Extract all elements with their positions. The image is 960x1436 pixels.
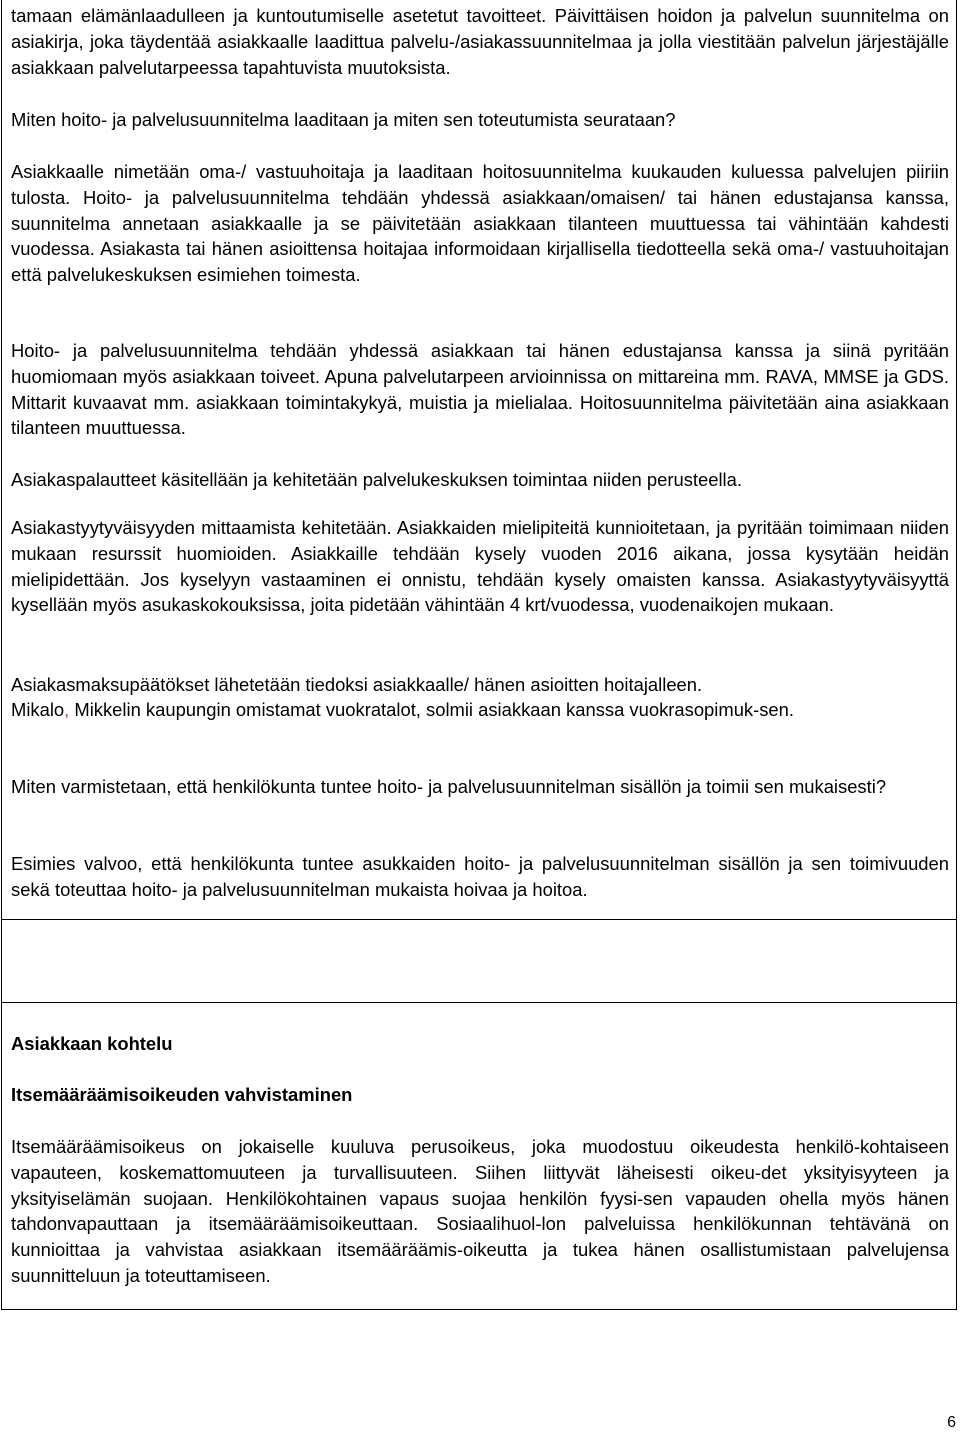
question-staff: Miten varmistetaan, että henkilökunta tuntee hoito- ja palvelusuunnitelman sisällön ja toimii sen mukaisesti?: [11, 776, 887, 797]
paragraph-plan: Asiakkaalle nimetään oma-/ vastuuhoitaja ja laaditaan hoitosuunnitelma kuukauden kuluessa palvelujen piiriin tulosta. Hoito- ja palvelusuunnitelma tehdään yhdessä asiakkaan/omaisen/ tai hänen edustajansa kanssa, suunnitelma annetaan asiakkaalle ja se päivitetään asiakkaan tilanteen muuttuessa tai vähintään kahdesti vuodessa. Asiakasta tai hänen asioittensa hoitajaa informoidaan kirjallisella tiedotteella sekä oma-/ vastuuhoitajan että palvelukeskuksen esimiehen toimesta.: [11, 161, 949, 286]
rent-lead: Mikalo: [11, 699, 65, 720]
paragraph-wishes: Hoito- ja palvelusuunnitelma tehdään yhdessä asiakkaan tai hänen edustajansa kanssa ja siinä pyritään huomiomaan myös asiakkaan toiveet. Apuna palvelutarpeen arvioinnissa on mittareina mm. RAVA, MMSE ja GDS. Mittarit kuvaavat mm. asiakkaan toimintakykyä, muistia ja mielialaa. Hoitosuunnitelma päivitetään aina asiakkaan tilanteen muuttuessa.: [11, 340, 949, 439]
empty-box: [1, 919, 957, 1003]
paragraph-autonomy: Itsemääräämisoikeus on jokaiselle kuuluva perusoikeus, joka muodostuu oikeudesta henkilö-kohtaiseen vapauteen, koskemattomuuteen ja turvallisuuteen. Siihen liittyvät läheisesti oikeu-det yksityisyyteen ja yksityiselämän suojaan. Henkilökohtainen vapaus suojaa henkilön fyysi-sen vapauden ohella myös hänen tahdonvapauttaan ja itsemääräämisoikeuttaan. Sosiaalihuol-lon palveluissa henkilökunnan tehtävänä on kunnioittaa ja vahvistaa asiakkaan itsemääräämis-oikeutta ja tukea hänen osallistumistaan palvelujensa suunnitteluun ja toteuttamiseen.: [11, 1136, 949, 1286]
rent-comma: ,: [64, 699, 70, 720]
subheading-autonomy: Itsemääräämisoikeuden vahvistaminen: [11, 1084, 353, 1105]
page-number: 6: [947, 1414, 956, 1431]
paragraph-rent: [11, 697, 949, 723]
question-plan: Miten hoito- ja palvelusuunnitelma laaditaan ja miten sen toteutumista seurataan?: [11, 109, 676, 130]
paragraph-staff: Esimies valvoo, että henkilökunta tuntee asukkaiden hoito- ja palvelusuunnitelman sisällön ja sen toimivuuden sekä toteuttaa hoito- ja palvelusuunnitelman mukaista hoivaa ja hoitoa.: [11, 853, 949, 900]
heading-customer-treatment: Asiakkaan kohtelu: [11, 1033, 173, 1054]
paragraph-fees: Asiakasmaksupäätökset lähetetään tiedoksi asiakkaalle/ hänen asioitten hoitajalleen.: [11, 674, 703, 695]
rent-rest: Mikkelin kaupungin omistamat vuokratalot, solmii asiakkaan kanssa vuokrasopimuk-sen.: [69, 699, 794, 720]
paragraph-satisfaction: Asiakastyytyväisyyden mittaamista kehitetään. Asiakkaiden mielipiteitä kunnioitetaan, ja pyritään toimimaan niiden mukaan resurssit huomioiden. Asiakkaille tehdään kysely vuoden 2016 aikana, jossa kysytään heidän mielipidettään. Jos kyselyyn vastaaminen ei onnistu, tehdään kysely omaisten kanssa. Asiakastyytyväisyyttä kysellään myös asukaskokouksissa, joita pidetään vähintään 4 krt/vuodessa, vuodenaikojen mukaan.: [11, 517, 949, 616]
paragraph-feedback: Asiakaspalautteet käsitellään ja kehitetään palvelukeskuksen toimintaa niiden perusteella.: [11, 469, 742, 490]
paragraph-intro: tamaan elämänlaadulleen ja kuntoutumiselle asetetut tavoitteet. Päivittäisen hoidon ja palvelun suunnitelma on asiakirja, joka täydentää asiakkaalle laadittua palvelu-/asiakassuunnitelmaa ja jolla viestitään palvelun järjestäjälle asiakkaan palvelutarpeessa tapahtuvista muutoksista.: [11, 5, 949, 78]
